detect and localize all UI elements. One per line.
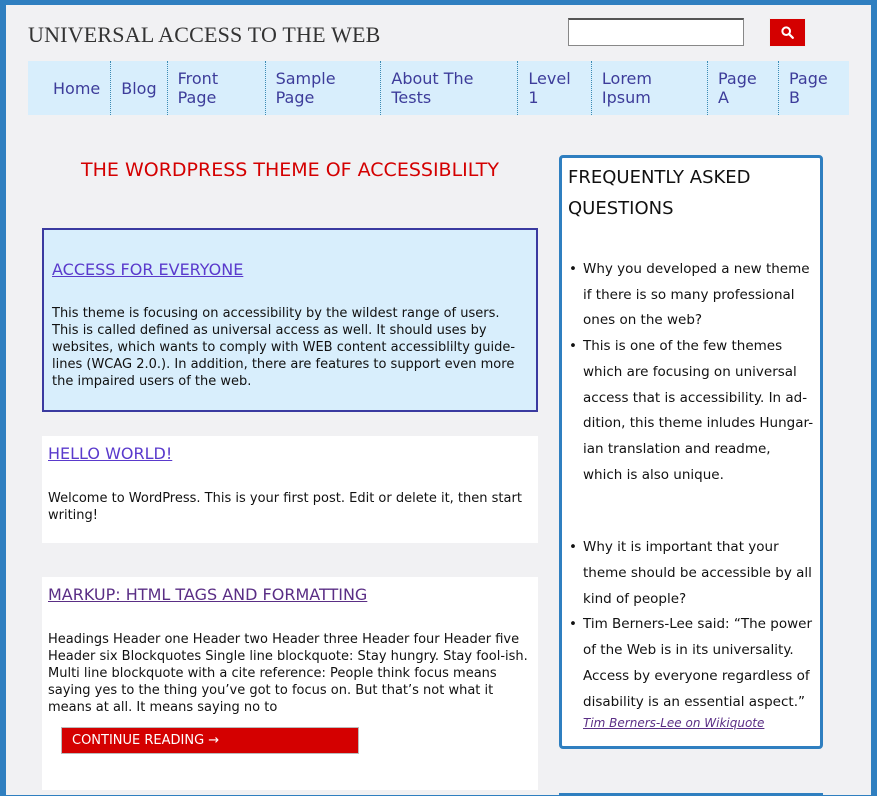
search-icon — [781, 26, 794, 39]
faq-title: FREQUENTLY ASKED QUESTIONS — [568, 167, 751, 219]
faq-list — [568, 535, 814, 715]
faq-answer: • This is one of the few themes which are focusing on universal access that is accessibility. In ad-dition, this theme inludes Hungar-ian translation and readme, which is also unique. — [568, 334, 814, 488]
post-card — [42, 577, 538, 790]
search-button[interactable] — [769, 18, 806, 47]
nav-item-page-a[interactable]: Page A — [708, 61, 779, 115]
nav-item-sample-page[interactable]: Sample Page — [266, 61, 382, 115]
post-title-link[interactable]: ACCESS FOR EVERYONE — [52, 260, 244, 279]
nav-item-lorem-ipsum[interactable]: Lorem Ipsum — [592, 61, 708, 115]
site-title[interactable]: UNIVERSAL ACCESS TO THE WEB — [28, 22, 381, 47]
faq-widget — [559, 155, 823, 749]
faq-question: • Why it is important that your theme should be accessible by all kind of people? — [568, 535, 814, 612]
post-card — [42, 436, 538, 543]
faq-answer: • Tim Berners-Lee said: “The power of the Web is in its universality. Access by everyone regardless of disability is an essential aspect.” — [568, 612, 814, 715]
wikiquote-link[interactable]: Tim Berners-Lee on Wikiquote — [583, 716, 765, 731]
search-input[interactable] — [568, 18, 744, 46]
post-title-link[interactable]: MARKUP: HTML TAGS AND FORMATTING — [48, 585, 368, 604]
post-excerpt: Welcome to WordPress. This is your first post. Edit or delete it, then start writing! — [48, 491, 522, 523]
nav-item-about-the-tests[interactable]: About The Tests — [381, 61, 518, 115]
post-excerpt: This theme is focusing on accessibility by the wildest range of users. This is called defined as universal access as well. It should uses by websites, which wants to comply with WEB content accessiblilty guide-lines (WCAG 2.0.). In addition, there are features to support even more the impaired users of the web. — [52, 306, 516, 389]
nav-item-home[interactable]: Home — [28, 61, 111, 115]
nav-item-blog[interactable]: Blog — [111, 61, 167, 115]
nav-item-level-1[interactable]: Level 1 — [518, 61, 592, 115]
main-heading: THE WORDPRESS THEME OF ACCESSIBLILTY — [81, 159, 499, 181]
nav-item-front-page[interactable]: Front Page — [168, 61, 266, 115]
nav-item-page-b[interactable]: Page B — [788, 69, 828, 107]
post-title-link[interactable]: HELLO WORLD! — [48, 444, 173, 463]
featured-post — [42, 228, 538, 412]
main-nav — [28, 61, 849, 115]
faq-list — [568, 257, 814, 488]
post-excerpt: Headings Header one Header two Header three Header four Header five Header six Blockquotes Single line blockquote: Stay hungry. Stay fool-ish. Multi line blockquote with a cite reference: People think focus means saying yes to the thing you’ve got to focus on. But that’s not what it means at all. It means saying no to — [48, 632, 528, 715]
page — [6, 5, 871, 795]
continue-reading-button[interactable]: CONTINUE READING → — [61, 727, 359, 754]
faq-question: • Why you developed a new theme if there is so many professional ones on the web? — [568, 257, 814, 334]
